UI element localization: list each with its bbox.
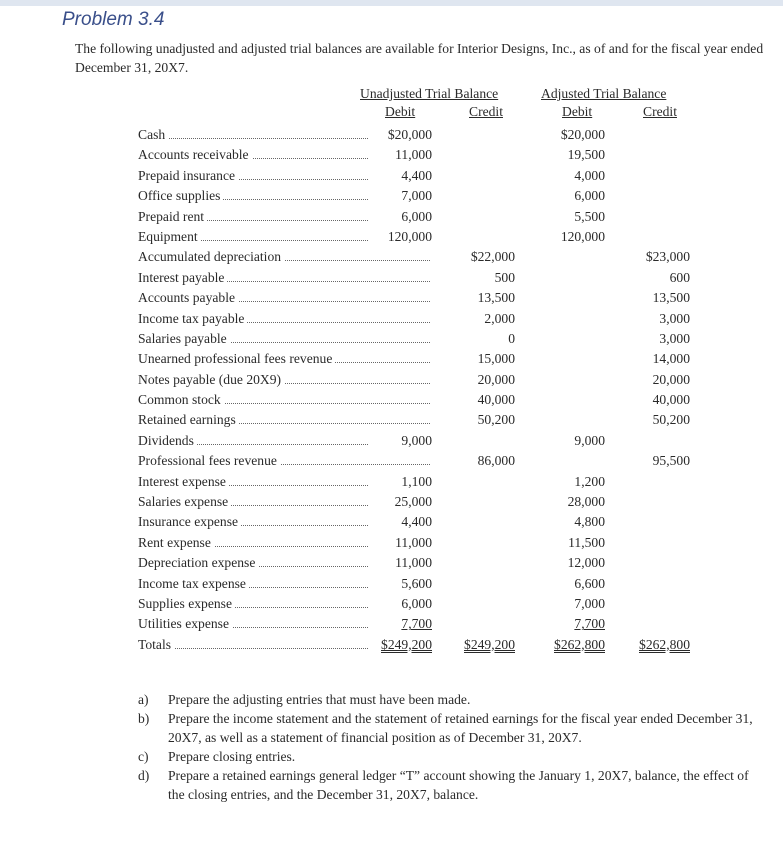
account-name: Utilities expense: [138, 616, 232, 631]
account-cell: [138, 227, 368, 247]
task-text: Prepare closing entries.: [168, 749, 296, 764]
account-name: Prepaid insurance: [138, 168, 238, 183]
table-row: [0, 492, 783, 512]
adjusted-debit-cell: 5,500: [574, 208, 605, 224]
account-name: Interest expense: [138, 474, 229, 489]
account-cell: [138, 451, 430, 471]
top-bar: [0, 0, 783, 6]
account-cell: [138, 431, 368, 451]
task-item: [138, 766, 763, 804]
adjusted-debit-cell: 12,000: [567, 555, 605, 571]
table-row: [0, 512, 783, 532]
unadjusted-credit-cell: $249,200: [464, 636, 515, 652]
adjusted-credit-cell: 3,000: [659, 310, 690, 326]
unadjusted-credit-cell: 50,200: [477, 412, 515, 428]
adjusted-debit-cell: 6,600: [574, 575, 605, 591]
intro-paragraph: The following unadjusted and adjusted trial balances are available for Interior Designs, Inc., as of and for the fiscal year ended December 31, 20X7.: [75, 41, 764, 75]
adjusted-debit-cell: 19,500: [567, 147, 605, 163]
unadjusted-debit-cell: 9,000: [401, 432, 432, 448]
account-cell: [138, 492, 368, 512]
adjusted-debit-cell: 120,000: [560, 228, 605, 244]
account-cell: [138, 145, 368, 165]
adjusted-credit-cell: 50,200: [652, 412, 690, 428]
adjusted-debit-cell: 9,000: [574, 432, 605, 448]
adjusted-credit-cell: $262,800: [639, 636, 690, 652]
account-name: Cash: [138, 127, 168, 142]
task-list: [138, 690, 763, 804]
unadjusted-credit-cell: 20,000: [477, 371, 515, 387]
adjusted-debit-cell: 11,500: [568, 534, 605, 550]
adjusted-credit-cell: 20,000: [652, 371, 690, 387]
unadjusted-debit-cell: $249,200: [381, 636, 432, 652]
task-item: [138, 709, 763, 747]
adjusted-debit-header: Debit: [562, 104, 593, 119]
task-item: [138, 747, 763, 766]
account-name: Supplies expense: [138, 596, 235, 611]
adjusted-credit-cell: 95,500: [652, 453, 690, 469]
adjusted-debit-cell: 7,000: [574, 595, 605, 611]
unadjusted-debit-cell: 7,000: [401, 188, 432, 204]
table-row: [0, 594, 783, 614]
account-cell: [138, 370, 430, 390]
account-name: Income tax expense: [138, 576, 249, 591]
adjusted-debit-cell: 7,700: [574, 616, 605, 632]
task-text: Prepare the income statement and the statement of retained earnings for the fiscal year ended December 31, 20X7, as well as a statement of financial position as of December 31, 20X7.: [168, 711, 753, 745]
account-name: Totals: [138, 637, 174, 652]
account-name: Equipment: [138, 229, 201, 244]
account-cell: [138, 594, 368, 614]
table-row: [0, 370, 783, 390]
account-cell: [138, 553, 368, 573]
account-name: Accumulated depreciation: [138, 249, 284, 264]
table-row: [0, 309, 783, 329]
table-row: [0, 349, 783, 369]
account-cell: [138, 268, 430, 288]
unadjusted-debit-cell: $20,000: [387, 127, 432, 142]
account-cell: [138, 390, 430, 410]
table-row: [0, 635, 783, 655]
account-cell: [138, 512, 368, 532]
table-row: [0, 410, 783, 430]
table-row: [0, 614, 783, 634]
task-label: d): [138, 768, 150, 783]
unadjusted-debit-cell: 5,600: [401, 575, 432, 591]
table-row: [0, 227, 783, 247]
trial-balance-table: [0, 125, 783, 655]
adjusted-debit-cell: 28,000: [567, 494, 605, 510]
table-row: [0, 390, 783, 410]
table-row: [0, 553, 783, 573]
unadjusted-credit-cell: 13,500: [477, 290, 515, 306]
account-name: Depreciation expense: [138, 555, 258, 570]
unadjusted-debit-cell: 120,000: [387, 228, 432, 244]
account-cell: [138, 207, 368, 227]
task-label: c): [138, 749, 149, 764]
account-name: Interest payable: [138, 270, 227, 285]
adjusted-credit-cell: 600: [669, 269, 690, 285]
account-name: Unearned professional fees revenue: [138, 351, 335, 366]
table-row: [0, 125, 783, 145]
unadjusted-debit-cell: 11,000: [395, 147, 432, 163]
table-row: [0, 329, 783, 349]
adjusted-credit-cell: 40,000: [652, 392, 690, 408]
account-name: Rent expense: [138, 535, 214, 550]
account-cell: [138, 614, 368, 634]
unadjusted-credit-cell: 15,000: [477, 351, 515, 367]
task-label: b): [138, 711, 150, 726]
account-cell: [138, 472, 368, 492]
table-row: [0, 166, 783, 186]
account-name: Insurance expense: [138, 514, 241, 529]
account-cell: [138, 125, 368, 145]
unadjusted-credit-header: Credit: [469, 104, 503, 119]
unadjusted-credit-cell: $22,000: [470, 249, 515, 265]
account-cell: [138, 166, 368, 186]
adjusted-debit-cell: $20,000: [560, 127, 605, 142]
table-row: [0, 574, 783, 594]
task-text: Prepare the adjusting entries that must have been made.: [168, 692, 471, 707]
unadjusted-debit-cell: 11,000: [395, 555, 432, 571]
adjusted-debit-cell: 6,000: [574, 188, 605, 204]
table-row: [0, 288, 783, 308]
leader-dots: [138, 138, 368, 139]
unadjusted-debit-cell: 11,000: [395, 534, 432, 550]
account-name: Notes payable (due 20X9): [138, 372, 284, 387]
account-cell: [138, 410, 430, 430]
unadjusted-debit-cell: 25,000: [394, 494, 432, 510]
problem-title: Problem 3.4: [62, 9, 165, 30]
task-item: [138, 690, 763, 709]
table-row: [0, 207, 783, 227]
account-cell: [138, 186, 368, 206]
account-name: Salaries expense: [138, 494, 231, 509]
table-row: [0, 451, 783, 471]
unadjusted-debit-cell: 4,400: [401, 167, 432, 183]
adjusted-debit-cell: 4,000: [574, 167, 605, 183]
table-row: [0, 431, 783, 451]
table-row: [0, 268, 783, 288]
account-name: Retained earnings: [138, 412, 239, 427]
unadjusted-debit-cell: 1,100: [401, 473, 432, 489]
adjusted-credit-cell: 13,500: [652, 290, 690, 306]
account-cell: [138, 533, 368, 553]
unadjusted-credit-cell: 500: [494, 269, 515, 285]
table-row: [0, 533, 783, 553]
account-name: Office supplies: [138, 188, 223, 203]
unadjusted-header: Unadjusted Trial Balance: [360, 86, 499, 101]
task-label: a): [138, 692, 149, 707]
account-name: Accounts receivable: [138, 147, 252, 162]
adjusted-debit-cell: $262,800: [554, 636, 605, 652]
adjusted-credit-cell: $23,000: [645, 249, 690, 265]
adjusted-credit-cell: 3,000: [659, 330, 690, 346]
account-name: Professional fees revenue: [138, 453, 280, 468]
table-row: [0, 247, 783, 267]
adjusted-header: Adjusted Trial Balance: [541, 86, 667, 101]
task-text: Prepare a retained earnings general ledger “T” account showing the January 1, 20X7, balance, the effect of the closing entries, and the December 31, 20X7, balance.: [168, 768, 749, 802]
unadjusted-debit-cell: 6,000: [401, 208, 432, 224]
unadjusted-debit-cell: 6,000: [401, 595, 432, 611]
account-cell: [138, 329, 430, 349]
unadjusted-credit-cell: 0: [508, 330, 515, 346]
unadjusted-credit-cell: 86,000: [477, 453, 515, 469]
account-name: Prepaid rent: [138, 209, 207, 224]
table-row: [0, 145, 783, 165]
unadjusted-debit-cell: 4,400: [401, 514, 432, 530]
account-name: Income tax payable: [138, 311, 247, 326]
unadjusted-credit-cell: 2,000: [484, 310, 515, 326]
unadjusted-debit-cell: 7,700: [401, 616, 432, 632]
table-row: [0, 472, 783, 492]
adjusted-credit-header: Credit: [643, 104, 677, 119]
account-cell: [138, 635, 368, 655]
unadjusted-debit-header: Debit: [385, 104, 416, 119]
account-name: Common stock: [138, 392, 224, 407]
adjusted-debit-cell: 1,200: [574, 473, 605, 489]
account-name: Accounts payable: [138, 290, 238, 305]
account-name: Salaries payable: [138, 331, 230, 346]
account-cell: [138, 288, 430, 308]
account-cell: [138, 574, 368, 594]
account-name: Dividends: [138, 433, 197, 448]
account-cell: [138, 349, 430, 369]
adjusted-debit-cell: 4,800: [574, 514, 605, 530]
account-cell: [138, 309, 430, 329]
unadjusted-credit-cell: 40,000: [477, 392, 515, 408]
table-row: [0, 186, 783, 206]
adjusted-credit-cell: 14,000: [652, 351, 690, 367]
account-cell: [138, 247, 430, 267]
